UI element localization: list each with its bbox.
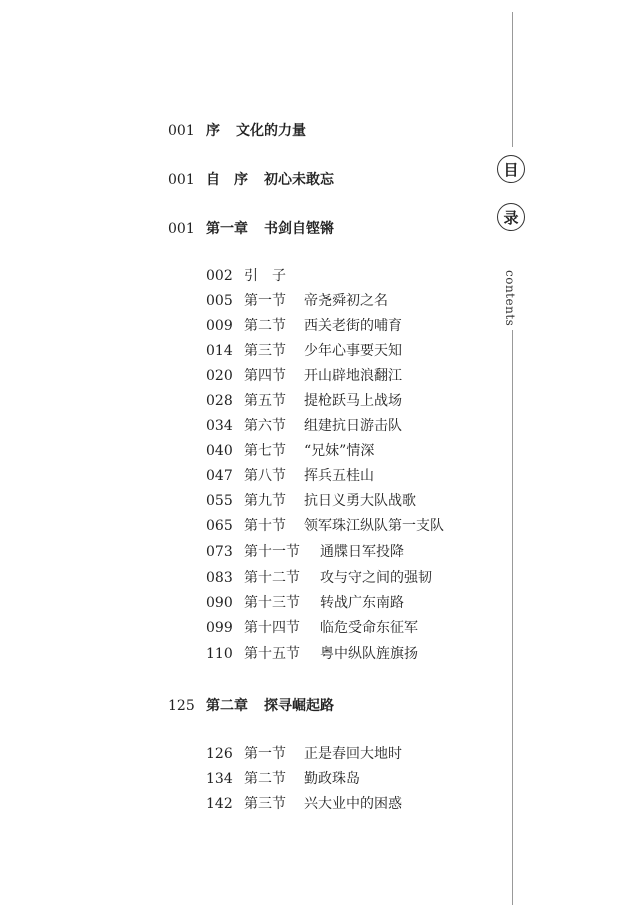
section-label: 第一节 <box>244 293 286 309</box>
page-number: 040 <box>206 443 233 459</box>
section-label: 第六节 <box>244 418 286 434</box>
section-title: 开山辟地浪翻江 <box>304 368 402 384</box>
page-number: 034 <box>206 418 233 434</box>
entry-title: 探寻崛起路 <box>264 698 334 714</box>
page-number: 090 <box>206 595 233 611</box>
entry-title: 书剑自铿锵 <box>264 221 334 237</box>
toc-section[interactable] <box>206 515 444 535</box>
toc-entry-chapter-1[interactable] <box>168 218 334 238</box>
page-number: 028 <box>206 393 233 409</box>
page-number: 125 <box>168 698 195 714</box>
entry-label: 自 序 <box>206 172 248 188</box>
page-number: 083 <box>206 570 233 586</box>
section-title: 攻与守之间的强韧 <box>320 570 432 586</box>
toc-section[interactable] <box>206 768 360 788</box>
divider-line-bottom <box>512 330 513 905</box>
toc-section[interactable] <box>206 415 402 435</box>
section-label: 第十四节 <box>244 620 300 636</box>
section-title: 帝尧舜初之名 <box>304 293 388 309</box>
page-number: 009 <box>206 318 233 334</box>
page-number: 126 <box>206 746 233 762</box>
toc-section[interactable] <box>206 567 432 587</box>
page-number: 047 <box>206 468 233 484</box>
contents-title-char-2: 录 <box>497 203 525 231</box>
toc-entry-preface[interactable] <box>168 120 306 140</box>
toc-section[interactable] <box>206 315 402 335</box>
section-title: 少年心事要天知 <box>304 343 402 359</box>
section-label: 第八节 <box>244 468 286 484</box>
toc-section[interactable] <box>206 643 418 663</box>
section-title: 粤中纵队旌旗扬 <box>320 646 418 662</box>
section-label: 第二节 <box>244 771 286 787</box>
section-title: 正是春回大地时 <box>304 746 402 762</box>
page-number: 001 <box>168 172 195 188</box>
contents-title-char-1: 目 <box>497 155 525 183</box>
section-label: 第十节 <box>244 518 286 534</box>
section-label: 第十五节 <box>244 646 300 662</box>
section-label: 第七节 <box>244 443 286 459</box>
toc-section[interactable] <box>206 793 402 813</box>
section-label: 第二节 <box>244 318 286 334</box>
section-label: 引 子 <box>244 268 286 284</box>
entry-label: 第一章 <box>206 221 248 237</box>
section-label: 第四节 <box>244 368 286 384</box>
page-number: 142 <box>206 796 233 812</box>
section-title: 西关老街的哺育 <box>304 318 402 334</box>
page-number: 073 <box>206 544 233 560</box>
section-label: 第一节 <box>244 746 286 762</box>
page-number: 134 <box>206 771 233 787</box>
section-label: 第三节 <box>244 796 286 812</box>
section-title: 挥兵五桂山 <box>304 468 374 484</box>
section-label: 第十二节 <box>244 570 300 586</box>
section-title: 临危受命东征军 <box>320 620 418 636</box>
toc-section[interactable] <box>206 617 418 637</box>
toc-section[interactable] <box>206 541 404 561</box>
entry-title: 文化的力量 <box>236 123 306 139</box>
entry-label: 第二章 <box>206 698 248 714</box>
section-title: 组建抗日游击队 <box>304 418 402 434</box>
contents-subtitle: contents <box>503 270 517 327</box>
toc-section[interactable] <box>206 290 388 310</box>
section-title: 提枪跃马上战场 <box>304 393 402 409</box>
page-number: 055 <box>206 493 233 509</box>
toc-section[interactable] <box>206 340 402 360</box>
toc-section[interactable] <box>206 440 374 460</box>
toc-entry-author-preface[interactable] <box>168 169 334 189</box>
section-title: 通牒日军投降 <box>320 544 404 560</box>
page-number: 001 <box>168 221 195 237</box>
toc-section[interactable] <box>206 490 416 510</box>
page-number: 099 <box>206 620 233 636</box>
page-number: 065 <box>206 518 233 534</box>
page-number: 005 <box>206 293 233 309</box>
toc-section[interactable] <box>206 265 304 285</box>
section-title: 勤政珠岛 <box>304 771 360 787</box>
section-label: 第九节 <box>244 493 286 509</box>
section-title: 领军珠江纵队第一支队 <box>304 518 444 534</box>
page-number: 110 <box>206 646 233 662</box>
section-label: 第三节 <box>244 343 286 359</box>
page-number: 014 <box>206 343 233 359</box>
section-title: 抗日义勇大队战歌 <box>304 493 416 509</box>
toc-section[interactable] <box>206 592 404 612</box>
divider-line-top <box>512 12 513 147</box>
toc-section[interactable] <box>206 390 402 410</box>
toc-section[interactable] <box>206 365 402 385</box>
page-number: 020 <box>206 368 233 384</box>
entry-label: 序 <box>206 123 220 139</box>
section-title: 兴大业中的困惑 <box>304 796 402 812</box>
toc-entry-chapter-2[interactable] <box>168 695 334 715</box>
section-label: 第五节 <box>244 393 286 409</box>
section-title: “兄妹”情深 <box>304 443 375 459</box>
page-number: 002 <box>206 268 233 284</box>
toc-section[interactable] <box>206 743 402 763</box>
section-label: 第十一节 <box>244 544 300 560</box>
section-title: 转战广东南路 <box>320 595 404 611</box>
section-label: 第十三节 <box>244 595 300 611</box>
page-number: 001 <box>168 123 195 139</box>
entry-title: 初心未敢忘 <box>264 172 334 188</box>
toc-section[interactable] <box>206 465 374 485</box>
